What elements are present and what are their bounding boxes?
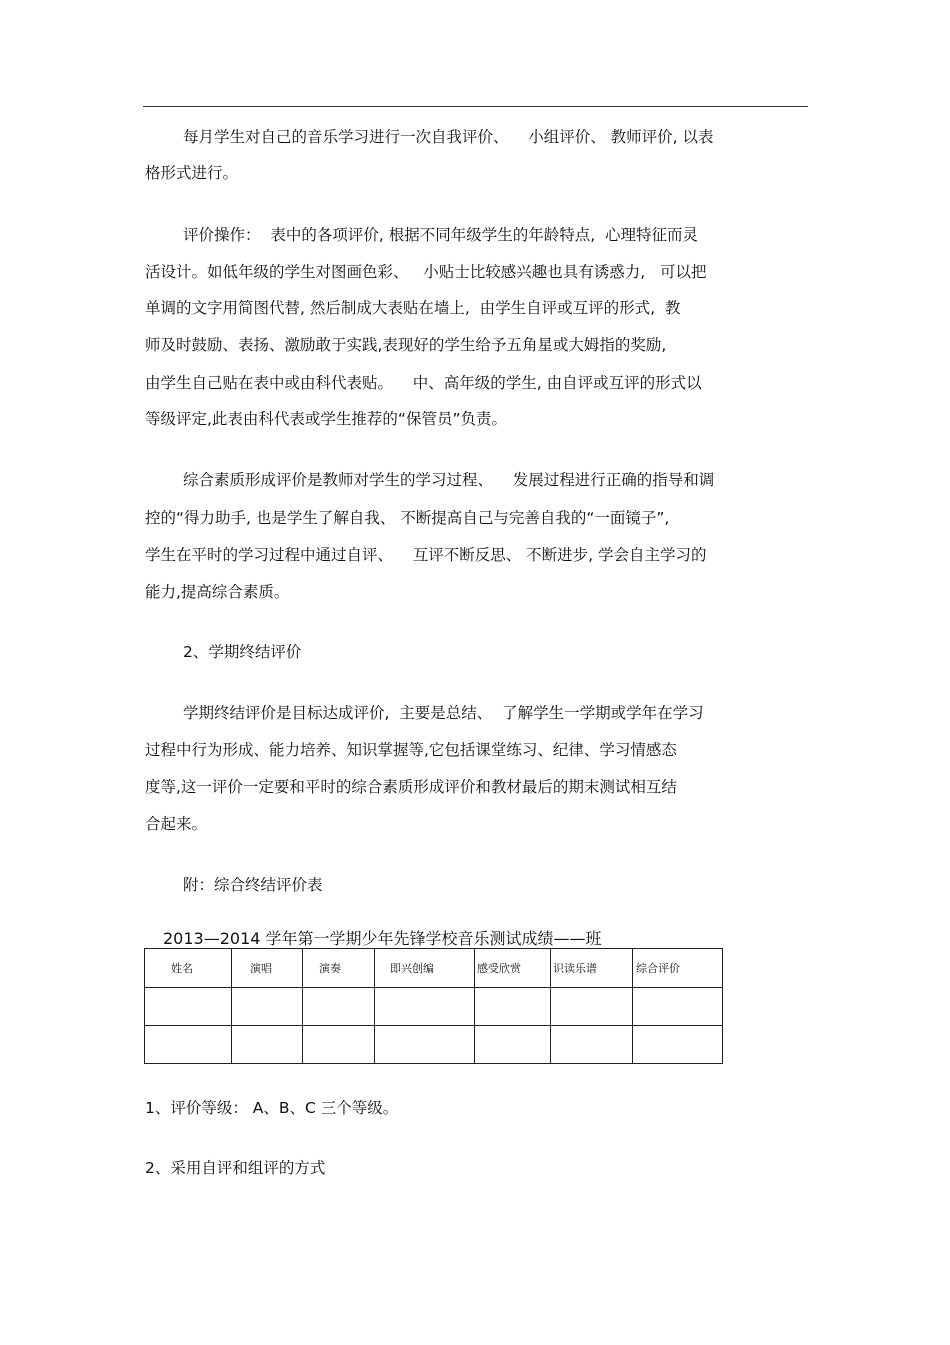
table-cell[interactable]: [375, 1026, 475, 1064]
text-line: 每月学生对自己的音乐学习进行一次自我评价、 小组评价、 教师评价, 以表: [183, 128, 714, 146]
text-line: 过程中行为形成、能力培养、知识掌握等,它包括课堂练习、纪律、学习情感态: [145, 741, 677, 759]
text-line: 评价操作： 表中的各项评价, 根据不同年级学生的年龄特点, 心理特征而灵: [183, 226, 698, 244]
table-cell[interactable]: [475, 1026, 551, 1064]
column-header: 即兴创编: [375, 949, 475, 988]
note-line: 1、评价等级： A、B、C 三个等级。: [145, 1099, 399, 1117]
column-header: 综合评价: [633, 949, 723, 988]
table-cell[interactable]: [551, 1026, 633, 1064]
table-row: [145, 1026, 723, 1064]
text-line: 综合素质形成评价是教师对学生的学习过程、 发展过程进行正确的指导和调: [183, 471, 715, 489]
table-cell[interactable]: [633, 1026, 723, 1064]
table-cell[interactable]: [551, 988, 633, 1026]
text-line: 控的“得力助手, 也是学生了解自我、 不断提高自己与完善自我的“一面镜子”,: [145, 509, 670, 527]
text-line: 师及时鼓励、表扬、激励敢于实践,表现好的学生给予五角星或大姆指的奖励,: [145, 336, 667, 354]
text-line: 能力,提高综合素质。: [145, 583, 290, 601]
section-heading: 2、学期终结评价: [183, 643, 302, 661]
table-cell[interactable]: [633, 988, 723, 1026]
table-row: [145, 988, 723, 1026]
table-cell[interactable]: [145, 988, 232, 1026]
column-header: 演唱: [232, 949, 303, 988]
text-line: 度等,这一评价一定要和平时的综合素质形成评价和教材最后的期末测试相互结: [145, 778, 677, 796]
text-line: 合起来。: [145, 815, 208, 833]
text-line: 由学生自己贴在表中或由科代表贴。 中、高年级的学生, 由自评或互评的形式以: [145, 374, 702, 392]
appendix-label: 附：综合终结评价表: [183, 876, 323, 894]
text-line: 等级评定,此表由科代表或学生推荐的“保管员”负责。: [145, 410, 507, 428]
text-line: 单调的文字用简图代替, 然后制成大表贴在墙上, 由学生自评或互评的形式, 教: [145, 299, 681, 317]
table-cell[interactable]: [232, 1026, 303, 1064]
text-line: 活设计。如低年级的学生对图画色彩、 小贴士比较感兴趣也具有诱惑力, 可以把: [145, 263, 707, 281]
note-line: 2、采用自评和组评的方式: [145, 1159, 326, 1177]
score-table: [144, 948, 723, 1064]
table-cell[interactable]: [303, 1026, 375, 1064]
header-rule: [143, 106, 808, 107]
text-line: 学期终结评价是目标达成评价, 主要是总结、 了解学生一学期或学年在学习: [183, 704, 704, 722]
column-header: 识读乐谱: [551, 949, 633, 988]
table-cell[interactable]: [145, 1026, 232, 1064]
column-header: 感受欣赏: [475, 949, 551, 988]
table-cell[interactable]: [375, 988, 475, 1026]
column-header: 姓名: [145, 949, 232, 988]
table-title: 2013—2014 学年第一学期少年先锋学校音乐测试成绩——班: [163, 929, 602, 948]
table-cell[interactable]: [232, 988, 303, 1026]
text-line: 学生在平时的学习过程中通过自评、 互评不断反思、 不断进步, 学会自主学习的: [145, 546, 707, 564]
table-header-row: [145, 949, 723, 988]
column-header: 演奏: [303, 949, 375, 988]
table-cell[interactable]: [475, 988, 551, 1026]
text-line: 格形式进行。: [145, 164, 239, 182]
table-cell[interactable]: [303, 988, 375, 1026]
